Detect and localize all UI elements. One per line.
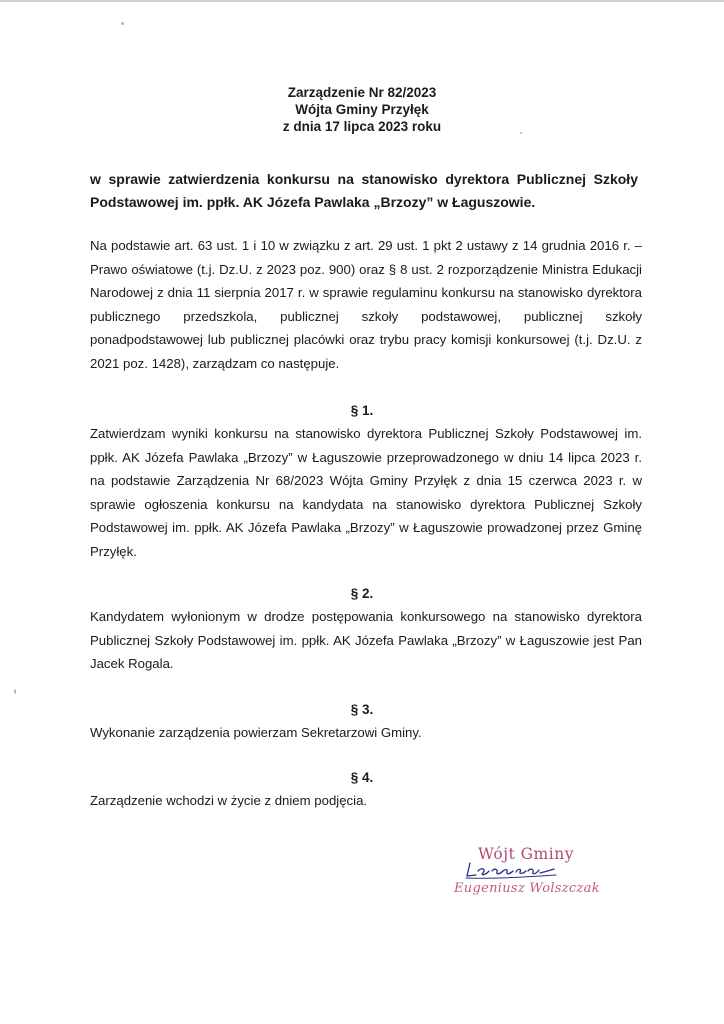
stamp-title: Wójt Gminy [478,845,574,863]
section-3-text: Wykonanie zarządzenia powierzam Sekretarzowi Gminy. [90,725,422,740]
issue-date: z dnia 17 lipca 2023 roku [282,119,442,134]
section-1-text: Zatwierdzam wyniki konkursu na stanowisko dyrektora Publicznej Szkoły Podstawowej im. ppłk. AK Józefa Pawlaka „Brzozy” w Łaguszowie przeprowadzonego w dniu 14 lipca 2023 r. na podstawie Zarządzenia Nr 68/2023 Wójta Gminy Przyłęk z dnia 15 czerwca 2023 r. w sprawie ogłoszenia konkursu na kandydata na stanowisko dyrektora Publicznej Szkoły Podstawowej im. ppłk. AK Józefa Pawlaka „Brzozy” w Łaguszowie prowadzonej przez Gminę Przyłęk. [90,426,642,559]
section-3-heading: § 3. [350,702,374,717]
issuer: Wójta Gminy Przyłęk [295,102,429,117]
scan-top-edge [0,0,724,2]
stamp-name: Eugeniusz Wolszczak [454,881,600,896]
ordinance-subject: w sprawie zatwierdzenia konkursu na stanowisko dyrektora Publicznej Szkoły Podstawowej im. ppłk. AK Józefa Pawlaka „Brzozy” w Łaguszowie. [90,171,638,210]
scan-speck [14,689,16,694]
scan-speck [121,22,124,25]
section-4-text: Zarządzenie wchodzi w życie z dniem podjęcia. [90,793,368,808]
document-header [0,84,724,135]
handwritten-signature [464,859,574,881]
section-2-text: Kandydatem wyłonionym w drodze postępowania konkursowego na stanowisko dyrektora Publicznej Szkoły Podstawowej im. ppłk. AK Józefa Pawlaka „Brzozy” w Łaguszowie jest Pan Jacek Rogala. [90,609,642,671]
section-1-heading: § 1. [350,403,374,418]
legal-basis-paragraph: Na podstawie art. 63 ust. 1 i 10 w związku z art. 29 ust. 1 pkt 2 ustawy z 14 grudnia 2016 r. – Prawo oświatowe (t.j. Dz.U. z 2023 poz. 900) oraz § 8 ust. 2 rozporządzenie Ministra Edukacji Narodowej z dnia 11 sierpnia 2017 r. w sprawie regulaminu konkursu na stanowisko dyrektora publicznego przedszkola, publicznej szkoły podstawowej, publicznej szkoły ponadpodstawowej lub publicznej placówki oraz trybu pracy komisji konkursowej (t.j. Dz.U. z 2021 poz. 1428), zarządzam co następuje. [90,238,642,371]
official-stamp [440,845,630,905]
section-2-heading: § 2. [350,586,374,601]
ordinance-number: Zarządzenie Nr 82/2023 [287,85,437,100]
section-4-heading: § 4. [350,770,374,785]
